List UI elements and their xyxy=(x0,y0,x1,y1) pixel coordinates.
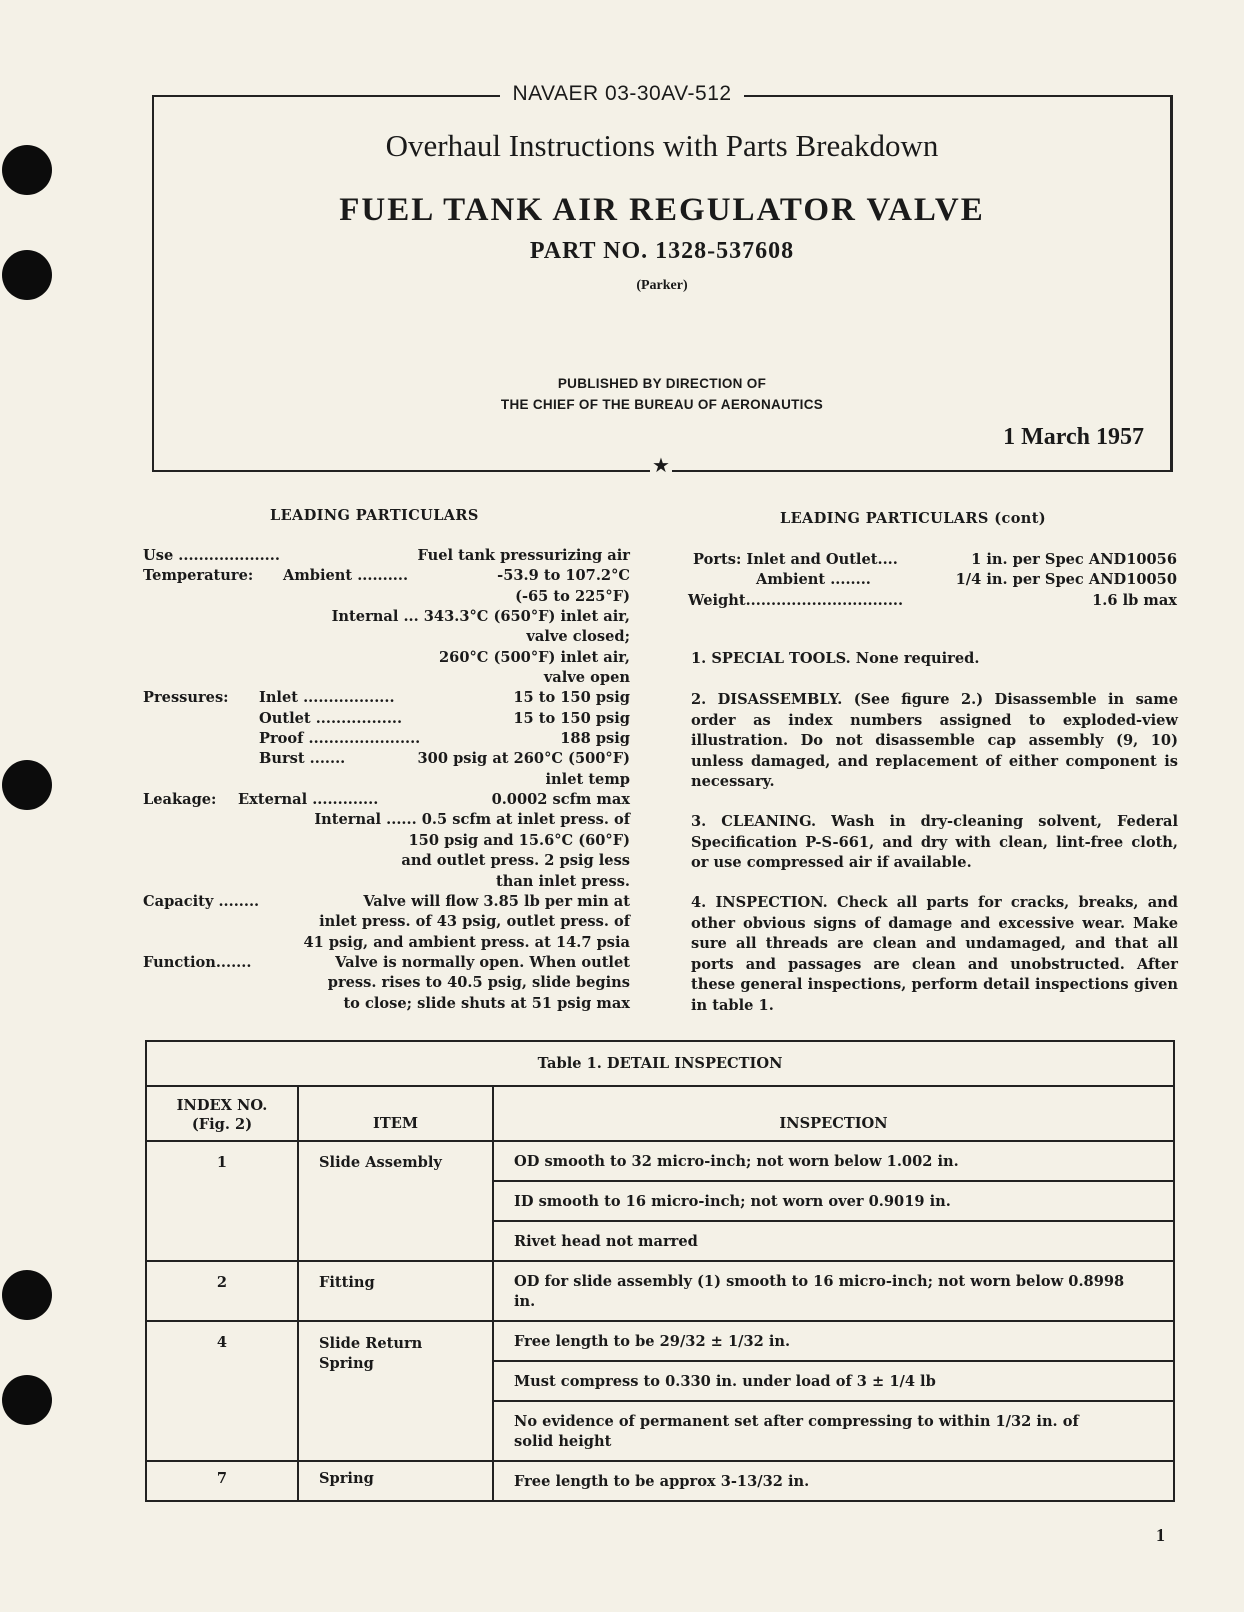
inspection-cell: Rivet head not marred xyxy=(493,1221,1174,1261)
table-title: Table 1. DETAIL INSPECTION xyxy=(146,1041,1174,1086)
particular-label: Use .................... xyxy=(143,547,280,564)
particular-line xyxy=(143,648,630,668)
particular-line xyxy=(143,587,630,607)
header-inspection: INSPECTION xyxy=(493,1086,1174,1141)
particular-value: inlet temp xyxy=(545,770,630,788)
particular-value: Valve will flow 3.85 lb per min at xyxy=(363,892,630,910)
particular-line xyxy=(143,953,630,973)
inspection-cell: No evidence of permanent set after compressing to within 1/32 in. of solid height xyxy=(493,1401,1174,1461)
particular-line xyxy=(143,770,630,790)
manual-title: Overhaul Instructions with Parts Breakdown xyxy=(385,128,939,163)
particular-value: -53.9 to 107.2°C xyxy=(497,567,630,585)
particular-sublabel: Inlet .................. xyxy=(259,689,395,707)
star-icon: ★ xyxy=(652,455,670,477)
particular-value: Internal ...... 0.5 scfm at inlet press. of xyxy=(314,811,630,829)
particular-value: 15 to 150 psig xyxy=(513,709,630,727)
binder-hole xyxy=(2,760,52,810)
particular-line xyxy=(143,688,630,708)
particular-value: 1/4 in. per Spec AND10050 xyxy=(955,571,1177,589)
binder-hole xyxy=(2,1375,52,1425)
particular-line xyxy=(143,994,630,1014)
particular-label: Function....... xyxy=(143,953,252,971)
particular-value: 0.0002 scfm max xyxy=(491,791,630,809)
subject-title: FUEL TANK AIR REGULATOR VALVE xyxy=(339,192,985,228)
particular-line xyxy=(143,912,630,932)
publication-date: 1 March 1957 xyxy=(1003,424,1144,450)
item-cell: Slide Return Spring xyxy=(298,1321,493,1461)
particular-value: (-65 to 225°F) xyxy=(515,587,630,605)
particular-sublabel: Burst ....... xyxy=(259,750,346,768)
header-index-line2: (Fig. 2) xyxy=(191,1116,253,1133)
leading-particulars-list xyxy=(143,546,630,1014)
particular-line xyxy=(688,591,1177,611)
item-cell: Slide Assembly xyxy=(298,1141,493,1261)
particular-line xyxy=(143,749,630,769)
published-line-2: THE CHIEF OF THE BUREAU OF AERONAUTICS xyxy=(500,397,824,412)
particular-label: Leakage: xyxy=(143,791,217,809)
header-index xyxy=(146,1086,298,1141)
manufacturer: (Parker) xyxy=(636,278,688,293)
particular-value: 1 in. per Spec AND10056 xyxy=(971,551,1177,568)
leading-particulars-cont-heading: LEADING PARTICULARS (cont) xyxy=(780,510,1047,527)
particular-label: Temperature: xyxy=(143,567,254,585)
index-cell: 7 xyxy=(146,1461,298,1501)
inspection-cell: Free length to be approx 3-13/32 in. xyxy=(493,1461,1174,1501)
particular-value: to close; slide shuts at 51 psig max xyxy=(343,994,630,1012)
index-cell: 2 xyxy=(146,1261,298,1321)
binder-hole xyxy=(2,145,52,195)
particular-line xyxy=(143,729,630,749)
particular-line xyxy=(143,566,630,586)
particular-line xyxy=(143,973,630,993)
particular-label: Ports: Inlet and Outlet.... xyxy=(693,551,898,568)
inspection-cell: OD for slide assembly (1) smooth to 16 micro-inch; not worn below 0.8998 in. xyxy=(493,1261,1174,1321)
inspection-cell: Must compress to 0.330 in. under load of 3 ± 1/4 lb xyxy=(493,1361,1174,1401)
inspection-cell: Free length to be 29/32 ± 1/32 in. xyxy=(493,1321,1174,1361)
particular-line xyxy=(143,607,630,627)
detail-inspection-table xyxy=(145,1040,1175,1502)
particular-value: 188 psig xyxy=(560,730,630,748)
section-cleaning: 3. CLEANING. Wash in dry-cleaning solvent, Federal Specification P-S-661, and dry with clean, lint-free cloth, or use compressed air if available. xyxy=(691,813,1178,871)
particular-label: Capacity ........ xyxy=(143,892,260,910)
index-cell: 1 xyxy=(146,1141,298,1261)
particular-line xyxy=(143,872,630,892)
inspection-cell: ID smooth to 16 micro-inch; not worn over 0.9019 in. xyxy=(493,1181,1174,1221)
table-row xyxy=(146,1141,1174,1181)
particular-line xyxy=(143,810,630,830)
section-inspection: 4. INSPECTION. Check all parts for cracks, breaks, and other obvious signs of damage and excessive wear. Make sure all threads are clean and undamaged, and that all ports and passages are clean and unobstructed. After these general inspections, perform detail inspections given in table 1. xyxy=(691,894,1178,1014)
particular-value: valve open xyxy=(543,669,630,687)
particular-line xyxy=(143,709,630,729)
particular-value: 260°C (500°F) inlet air, xyxy=(439,648,630,666)
published-line-1: PUBLISHED BY DIRECTION OF xyxy=(557,376,767,391)
particular-value: press. rises to 40.5 psig, slide begins xyxy=(327,974,630,992)
leading-particulars-heading: LEADING PARTICULARS xyxy=(270,507,479,524)
particular-value: 300 psig at 260°C (500°F) xyxy=(417,750,630,768)
document-number-text: NAVAER 03-30AV-512 xyxy=(500,82,743,105)
particular-value: and outlet press. 2 psig less xyxy=(401,852,630,870)
inspection-cell: OD smooth to 32 micro-inch; not worn below 1.002 in. xyxy=(493,1141,1174,1181)
particular-sublabel: Outlet ................. xyxy=(259,709,403,727)
particular-value: Fuel tank pressurizing air xyxy=(417,547,630,564)
particular-label: Weight............................... xyxy=(688,591,904,609)
particular-value: 15 to 150 psig xyxy=(513,689,630,707)
publication-authority xyxy=(152,373,1172,415)
particular-line xyxy=(143,851,630,871)
document-number xyxy=(0,82,1244,106)
particular-label: Pressures: xyxy=(143,689,229,707)
particular-sublabel: Proof ...................... xyxy=(259,730,421,748)
particular-line xyxy=(688,570,1177,590)
table-row xyxy=(146,1321,1174,1361)
particular-value: Valve is normally open. When outlet xyxy=(335,953,630,971)
header-index-line1: INDEX NO. xyxy=(176,1097,268,1114)
particular-value: inlet press. of 43 psig, outlet press. of xyxy=(319,913,630,931)
section-disassembly: 2. DISASSEMBLY. (See figure 2.) Disassemble in same order as index numbers assigned to exploded-view illustration. Do not disassemble cap assembly (9, 10) unless damaged, and replacement of either component is necessary. xyxy=(691,691,1178,790)
particular-line xyxy=(143,790,630,810)
particular-sublabel: Ambient .......... xyxy=(283,567,409,585)
section-special-tools: 1. SPECIAL TOOLS. None required. xyxy=(691,650,980,667)
index-cell: 4 xyxy=(146,1321,298,1461)
particular-sublabel: External ............. xyxy=(238,791,379,809)
particular-line xyxy=(143,627,630,647)
particular-value: than inlet press. xyxy=(496,872,630,890)
particular-value: 1.6 lb max xyxy=(1092,591,1177,609)
particular-line xyxy=(143,831,630,851)
particular-line xyxy=(143,668,630,688)
particular-line xyxy=(143,546,630,566)
particular-value: valve closed; xyxy=(526,628,630,646)
leading-particulars-cont-list xyxy=(688,550,1177,611)
particular-line xyxy=(143,892,630,912)
particular-label: Ambient ........ xyxy=(756,571,871,589)
table-row xyxy=(146,1261,1174,1321)
page-number: 1 xyxy=(1156,1525,1165,1545)
particular-line xyxy=(143,933,630,953)
particular-line xyxy=(688,550,1177,570)
particular-value: 150 psig and 15.6°C (60°F) xyxy=(408,831,630,849)
header-item: ITEM xyxy=(298,1086,493,1141)
particular-value: 41 psig, and ambient press. at 14.7 psia xyxy=(303,933,630,951)
item-cell: Fitting xyxy=(298,1261,493,1321)
binder-hole xyxy=(2,250,52,300)
particular-value: Internal ... 343.3°C (650°F) inlet air, xyxy=(331,608,630,626)
item-cell: Spring xyxy=(298,1461,493,1501)
binder-hole xyxy=(2,1270,52,1320)
part-number: PART NO. 1328-537608 xyxy=(529,238,795,264)
table-row xyxy=(146,1461,1174,1501)
